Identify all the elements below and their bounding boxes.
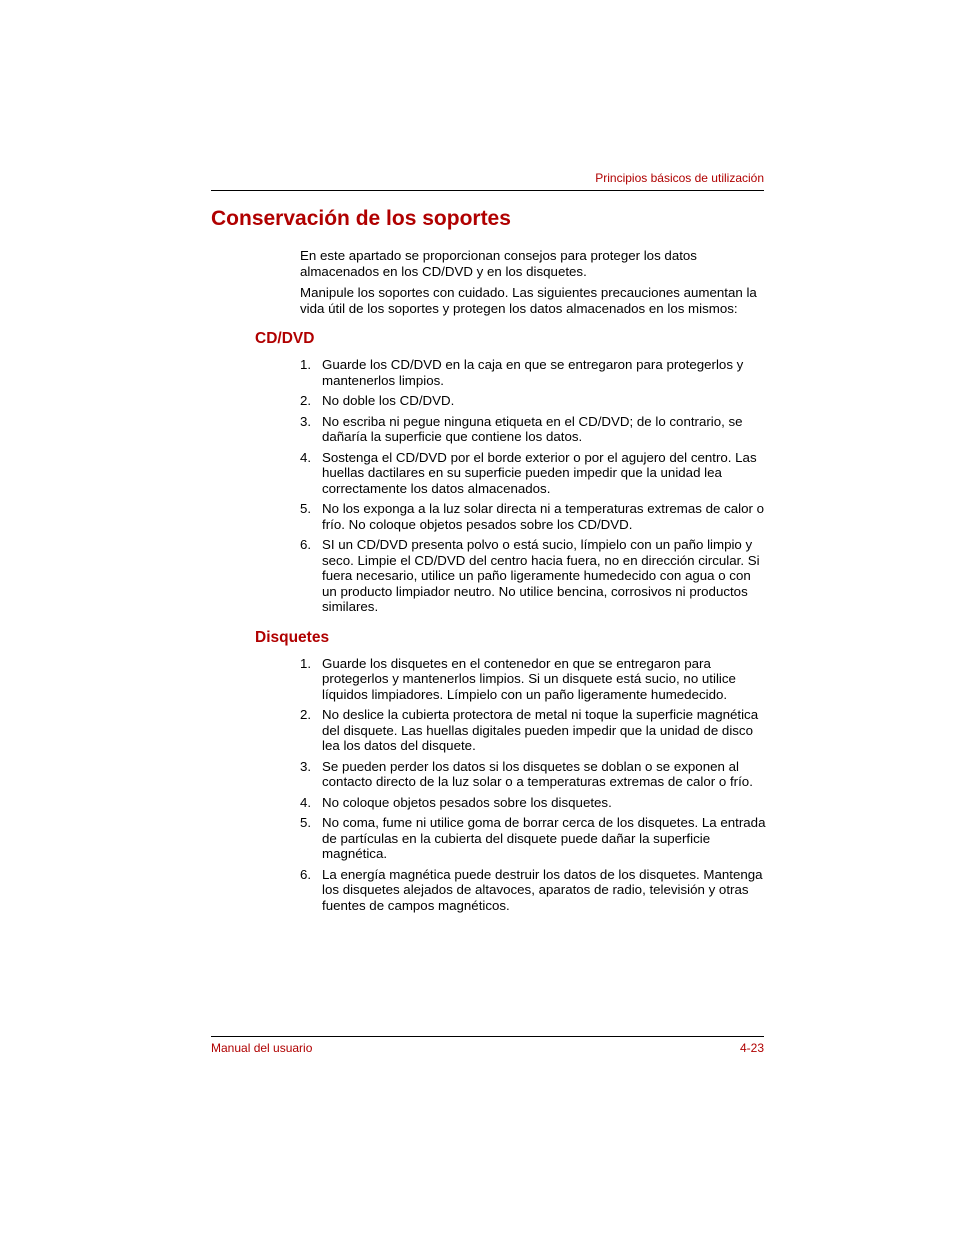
list-item-text: No los exponga a la luz solar directa ni a temperaturas extremas de calor o frío. No coloque objetos pesados sobre los CD/DVD. (322, 501, 764, 532)
main-content (255, 248, 766, 918)
list-item-number: 2. (300, 393, 312, 408)
list-item-number: 5. (300, 815, 312, 830)
list-item-number: 3. (300, 758, 312, 774)
list-item (300, 795, 766, 811)
list-item (300, 393, 766, 409)
list-item-text: No coloque objetos pesados sobre los disquetes. (322, 794, 612, 810)
list-item (300, 450, 766, 497)
numbered-list (300, 357, 766, 615)
section-heading: CD/DVD (255, 330, 315, 347)
list-item-text: Guarde los CD/DVD en la caja en que se entregaron para protegerlos y mantenerlos limpios. (322, 357, 744, 388)
chapter-title: Principios básicos de utilización (595, 171, 764, 185)
list-item-text: Se pueden perder los datos si los disquetes se doblan o se exponen al contacto directo de la luz solar o a temperaturas extremas de calor o frío. (322, 758, 753, 789)
list-item (300, 357, 766, 388)
list-item-text: No deslice la cubierta protectora de metal ni toque la superficie magnética del disquete. Las huellas digitales pueden impedir que la unidad de disco lea los datos del disquete. (322, 707, 759, 753)
list-item-text: Guarde los disquetes en el contenedor en que se entregaron para protegerlos y mantenerlos limpios. Si un disquete está sucio, no utilice líquidos limpiadores. Límpielo con un paño ligeramente humedecido. (322, 655, 736, 702)
list-item (300, 759, 766, 790)
list-item-number: 6. (300, 866, 312, 882)
list-item (300, 501, 766, 532)
list-item (300, 707, 766, 754)
list-item-number: 1. (300, 357, 312, 372)
list-item-text: La energía magnética puede destruir los datos de los disquetes. Mantenga los disquetes alejados de altavoces, aparatos de radio, televisión y otras fuentes de campos magnéticos. (322, 866, 763, 913)
list-item-number: 2. (300, 707, 312, 722)
footer-divider (211, 1036, 764, 1037)
list-item-number: 5. (300, 501, 312, 516)
list-item (300, 414, 766, 445)
list-item-number: 1. (300, 655, 312, 671)
section-disquetes (255, 628, 766, 914)
list-item-number: 4. (300, 449, 312, 465)
list-item-number: 6. (300, 537, 312, 552)
list-item-text: No escriba ni pegue ninguna etiqueta en el CD/DVD; de lo contrario, se dañaría la superficie que contiene los datos. (322, 413, 743, 444)
page-number: 4-23 (739, 1041, 764, 1055)
intro-paragraph: Manipule los soportes con cuidado. Las siguientes precauciones aumentan la vida útil de los soportes y protegen los datos almacenados en los mismos: (300, 285, 757, 316)
section-cd-dvd (255, 330, 766, 615)
list-item-number: 4. (300, 794, 312, 810)
list-item-text: No doble los CD/DVD. (322, 393, 455, 408)
page-title: Conservación de los soportes (211, 207, 511, 230)
list-item (300, 537, 766, 615)
list-item (300, 656, 766, 703)
list-item-text: No coma, fume ni utilice goma de borrar cerca de los disquetes. La entrada de partículas en la cubierta del disquete puede dañar la superficie magnética. (322, 815, 766, 861)
header-divider (211, 190, 764, 191)
list-item (300, 815, 766, 862)
list-item-number: 3. (300, 413, 312, 429)
list-item-text: Sostenga el CD/DVD por el borde exterior o por el agujero del centro. Las huellas dactilares en su superficie pueden impedir que la unidad lea correctamente los datos almacenados. (322, 449, 757, 496)
numbered-list (300, 656, 766, 914)
section-heading: Disquetes (255, 628, 330, 646)
intro-paragraph: En este apartado se proporcionan consejos para proteger los datos almacenados en los CD/DVD y en los disquetes. (300, 248, 697, 279)
list-item-text: SI un CD/DVD presenta polvo o está sucio, límpielo con un paño limpio y seco. Limpie el CD/DVD del centro hacia fuera, no en dirección circular. Si fuera necesario, utilice un paño ligeramente humedecido con agua o con un producto limpiador neutro. No utilice bencina, corrosivos ni productos similares. (322, 537, 760, 614)
manual-name: Manual del usuario (211, 1041, 313, 1055)
list-item (300, 867, 766, 914)
